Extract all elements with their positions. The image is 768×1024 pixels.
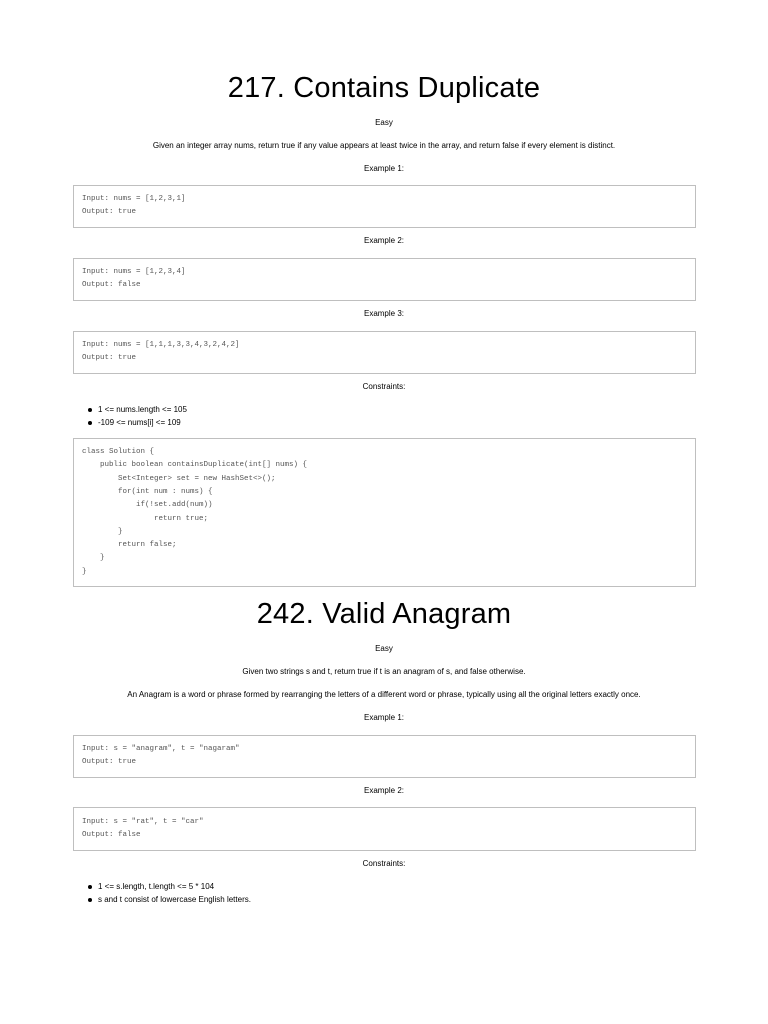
problem-title: 242. Valid Anagram <box>256 598 512 630</box>
example-label: Example 1: <box>363 713 405 722</box>
example-input: Input: nums = [1,2,3,4] <box>82 268 186 276</box>
example-output: Output: true <box>82 758 137 766</box>
constraint-item: s and t consist of lowercase English letters. <box>88 893 251 906</box>
example-label: Example 2: <box>363 786 405 795</box>
example-label: Example 3: <box>363 309 405 318</box>
bullet-icon <box>88 885 92 889</box>
code-line: return false; <box>82 541 177 550</box>
problem-description: Given an integer array nums, return true if any value appears at least twice in the array, and return false if every element is distinct. <box>152 141 616 150</box>
example-label: Example 1: <box>363 164 405 173</box>
code-line: for(int num : nums) { <box>82 487 213 496</box>
code-line: } <box>82 527 123 536</box>
problem-title: 217. Contains Duplicate <box>227 72 541 104</box>
code-line: if(!set.add(num)) <box>82 501 213 510</box>
code-line: } <box>82 567 87 576</box>
example-output: Output: true <box>82 354 137 362</box>
example-box <box>73 735 696 778</box>
constraint-item: -109 <= nums[i] <= 109 <box>88 416 187 429</box>
constraint-item: 1 <= nums.length <= 105 <box>88 403 187 416</box>
constraints-list <box>88 403 187 430</box>
code-line: public boolean containsDuplicate(int[] nums) { <box>82 461 308 470</box>
example-input: Input: nums = [1,2,3,1] <box>82 195 186 203</box>
example-output: Output: false <box>82 281 141 289</box>
problem-description: Given two strings s and t, return true if t is an anagram of s, and false otherwise. <box>242 667 526 676</box>
code-line: return true; <box>82 514 209 523</box>
example-box <box>73 258 696 301</box>
problem-description: An Anagram is a word or phrase formed by rearranging the letters of a different word or phrase, typically using all the original letters exactly once. <box>127 690 641 699</box>
difficulty-label: Easy <box>375 644 393 653</box>
constraints-list <box>88 880 251 907</box>
constraint-item: 1 <= s.length, t.length <= 5 * 104 <box>88 880 251 893</box>
constraints-heading: Constraints: <box>362 382 406 391</box>
example-box <box>73 331 696 374</box>
code-line: Set<Integer> set = new HashSet<>(); <box>82 474 276 483</box>
bullet-icon <box>88 408 92 412</box>
bullet-icon <box>88 898 92 902</box>
example-input: Input: s = "rat", t = "car" <box>82 818 204 826</box>
code-line: class Solution { <box>82 448 155 456</box>
example-label: Example 2: <box>363 236 405 245</box>
example-output: Output: false <box>82 831 141 839</box>
code-line: } <box>82 554 105 563</box>
example-output: Output: true <box>82 208 137 216</box>
constraints-heading: Constraints: <box>362 859 406 868</box>
bullet-icon <box>88 421 92 425</box>
example-box <box>73 807 696 851</box>
example-box <box>73 185 696 228</box>
difficulty-label: Easy <box>375 118 393 127</box>
example-input: Input: nums = [1,1,1,3,3,4,3,2,4,2] <box>82 341 240 349</box>
code-block <box>73 438 696 587</box>
example-input: Input: s = "anagram", t = "nagaram" <box>82 745 240 753</box>
